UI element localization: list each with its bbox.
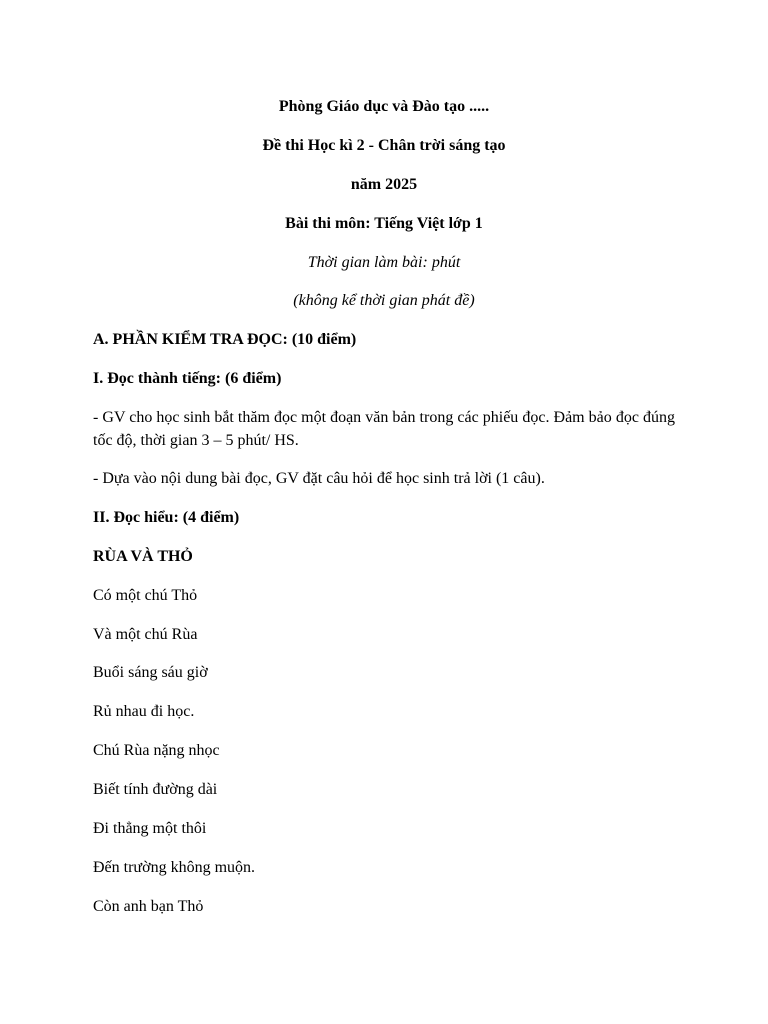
part-1-instruction-2: - Dựa vào nội dung bài đọc, GV đặt câu hỏi để học sinh trả lời (1 câu). <box>93 470 545 487</box>
department-heading: Phòng Giáo dục và Đào tạo ..... <box>278 98 490 115</box>
poem-line: Đến trường không muộn. <box>93 859 256 876</box>
poem-line: Đi thẳng một thôi <box>93 820 207 837</box>
section-a-title: A. PHẦN KIỂM TRA ĐỌC: (10 điểm) <box>93 331 357 348</box>
exam-title: Đề thi Học kì 2 - Chân trời sáng tạo <box>262 137 506 154</box>
poem-line: Biết tính đường dài <box>93 781 218 798</box>
part-1-title: I. Đọc thành tiếng: (6 điểm) <box>93 370 282 387</box>
poem-line: Buổi sáng sáu giờ <box>93 664 208 681</box>
poem-line: Có một chú Thỏ <box>93 587 198 604</box>
exam-time-note: (không kể thời gian phát đề) <box>293 292 475 309</box>
poem-line: Rủ nhau đi học. <box>93 703 195 720</box>
part-1-instruction-1: - GV cho học sinh bắt thăm đọc một đoạn văn bản trong các phiếu đọc. Đảm bảo đọc đúng tốc độ, thời gian 3 – 5 phút/ HS. <box>93 409 675 449</box>
poem-line: Và một chú Rùa <box>93 626 198 643</box>
exam-time: Thời gian làm bài: phút <box>307 254 461 271</box>
part-2-title: II. Đọc hiểu: (4 điểm) <box>93 509 240 526</box>
poem-line: Chú Rùa nặng nhọc <box>93 742 220 759</box>
exam-year: năm 2025 <box>350 176 418 193</box>
exam-subject: Bài thi môn: Tiếng Việt lớp 1 <box>285 215 483 232</box>
poem-line: Còn anh bạn Thỏ <box>93 898 204 915</box>
poem-title: RÙA VÀ THỎ <box>93 548 193 565</box>
